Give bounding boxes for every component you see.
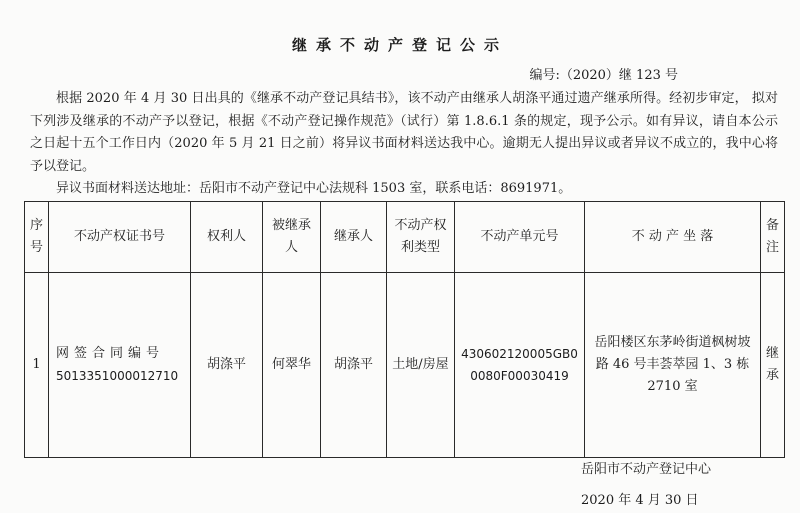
certificate-number: 5013351000012710 [56,369,179,383]
notice-title: 继承不动产登记公示 [291,36,508,54]
header-seq: 序号 [25,202,49,273]
cell-holder: 胡涤平 [191,273,263,458]
issue-date: 2020 年 4 月 30 日 [581,493,699,508]
header-decedent: 被继承人 [263,202,321,273]
header-right-type: 不动产权利类型 [387,202,455,273]
header-holder: 权利人 [191,202,263,273]
notice-body [30,88,778,201]
header-location: 不 动 产 坐 落 [585,202,761,273]
cell-unit-number: 430602120005GB00080F00030419 [455,273,585,458]
property-table [24,201,785,458]
notice-paragraph-address: 异议书面材料送达地址：岳阳市不动产登记中心法规科 1503 室，联系电话：8691971。 [56,181,572,196]
notice-paragraph-main: 根据 2020 年 4 月 30 日出具的《继承不动产登记具结书》，该不动产由继承人胡涤平通过遗产继承所得。经初步审定， 拟对下列涉及继承的不动产予以登记，根据《不动产登记操作规范》（试行）第 1.8.6.1 条的规定，现予公示。如有异议，请自本公示之日起十五个工作日内（2020 年 5 月 21 日之前）将异议书面材料送达我中心。逾期无人提出异议或者异议不成立的，我中心将予以登记。 [30,91,778,174]
document-number: 编号:（2020）继 123 号 [529,68,678,83]
cell-note: 继承 [761,273,785,458]
cell-right-type: 土地/房屋 [387,273,455,458]
cell-certificate [49,273,191,458]
issuing-organization: 岳阳市不动产登记中心 [581,462,712,477]
cell-heir: 胡涤平 [321,273,387,458]
header-note: 备注 [761,202,785,273]
header-heir: 继承人 [321,202,387,273]
table-row [25,273,785,458]
cell-location: 岳阳楼区东茅岭街道枫树坡路 46 号丰荟萃园 1、3 栋 2710 室 [585,273,761,458]
header-unit-number: 不动产单元号 [455,202,585,273]
cell-seq: 1 [25,273,49,458]
cell-decedent: 何翠华 [263,273,321,458]
certificate-label: 网签合同编号 [56,346,165,361]
table-header-row [25,202,785,273]
header-certificate: 不动产权证书号 [49,202,191,273]
